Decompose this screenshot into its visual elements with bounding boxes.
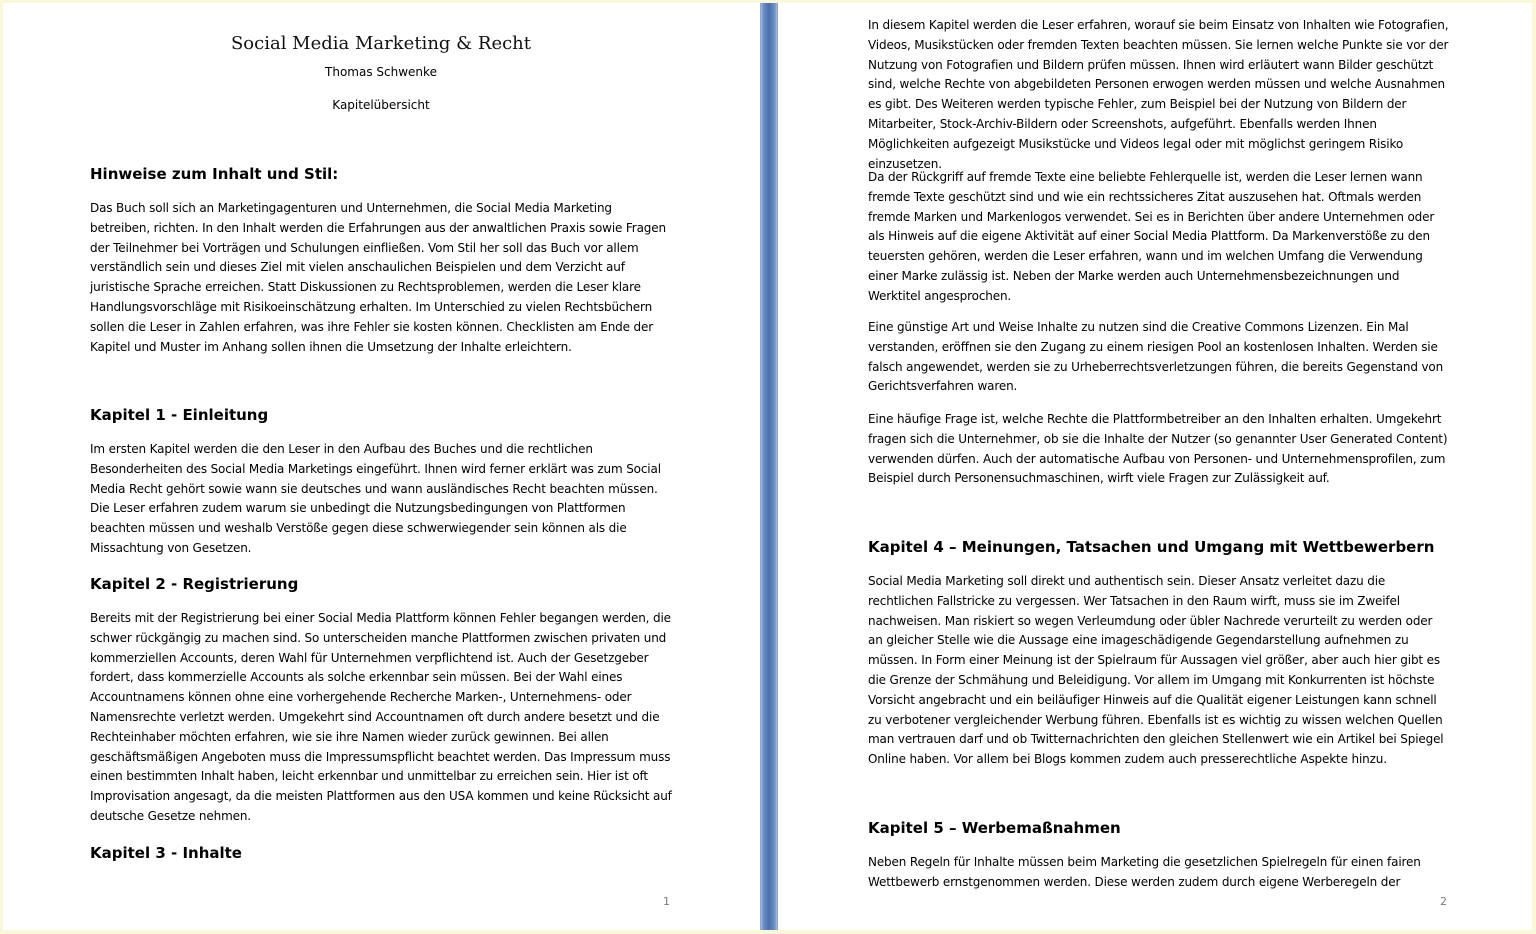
heading-style-notes: Hinweise zum Inhalt und Stil: — [90, 165, 339, 183]
paragraph-chapter-4: Social Media Marketing soll direkt und authentisch sein. Dieser Ansatz verleitet dazu die rechtlichen Fallstricke zu vergessen. Wer Tatsachen in den Raum wirft, muss sie im Zweifel nachweisen. Man riskiert so wegen Verleumdung oder übler Nachrede verurteilt zu werden oder an gleicher Stelle wie die Aussage eine imageschädigende Gegendarstellung aufnehmen zu müssen. In Form einer Meinung ist der Spielraum für Aussagen viel größer, aber auch hier gibt es die Grenze der Schmähung und Beleidigung. Vor allem im Umgang mit Konkurrenten ist höchste Vorsicht angebracht und ein beiläufiger Hinweis auf die Qualität eigener Leistungen kann schnell zu verbotener vergleichender Werbung führen. Ebenfalls ist es wichtig zu wissen welchen Quellen man vertrauen darf und ob Twitternachrichten den gleichen Stellenwert wie ein Artikel bei Spiegel Online haben. Vor allem bei Blogs kommen zudem auch presserechtliche Aspekte hinzu. — [868, 574, 1444, 767]
page-number-1: 1 — [663, 895, 670, 908]
paragraph-chapter-5: Neben Regeln für Inhalte müssen beim Marketing die gesetzlichen Spielregeln für einen fairen Wettbewerb ernstgenommen werden. Diese werden zudem durch eigene Werberegeln der — [868, 855, 1421, 889]
window-frame-right — [1532, 0, 1536, 934]
document-author: Thomas Schwenke — [325, 65, 437, 79]
paragraph-chapter-3-part-3: Eine günstige Art und Weise Inhalte zu nutzen sind die Creative Commons Lizenzen. Ein Mal verstanden, eröffnen sie den Zugang zu einem riesigen Pool an kostenlosen Inhalten. Werden sie falsch angewendet, werden sie zu Urheberrechtsverletzungen führen, die bereits Gegenstand von Gerichtsverfahren waren. — [868, 320, 1444, 394]
heading-chapter-2: Kapitel 2 - Registrierung — [90, 575, 299, 593]
heading-chapter-1: Kapitel 1 - Einleitung — [90, 406, 269, 424]
paragraph-style-notes: Das Buch soll sich an Marketingagenturen und Unternehmen, die Social Media Marketing betreiben, richten. In den Inhalt werden die Erfahrungen aus der anwaltlichen Praxis sowie Fragen der Teilnehmer bei Vorträgen und Schulungen einfließen. Vom Stil her soll das Buch vor allem verständlich sein und dieses Ziel mit vielen anschaulichen Beispielen und dem Verzicht auf juristische Sprache erreichen. Statt Diskussionen zu Rechtsproblemen, werden die Leser klare Handlungsvorschläge mit Risikoeinschätzung erhalten. Im Unterschied zu vielen Rechtsbüchern sollen die Leser in Zahlen erfahren, was ihre Fehler sie kosten können. Checklisten am Ende der Kapitel und Muster im Anhang sollen ihnen die Umsetzung der Inhalte erleichtern. — [90, 201, 666, 354]
heading-chapter-5: Kapitel 5 – Werbemaßnahmen — [868, 819, 1121, 837]
page-number-2: 2 — [1440, 895, 1447, 908]
document-page-1[interactable] — [3, 3, 760, 930]
paragraph-chapter-3-part-1: In diesem Kapitel werden die Leser erfahren, worauf sie beim Einsatz von Inhalten wie Fotografien, Videos, Musikstücken oder fremden Texten beachten müssen. Sie lernen welche Punkte sie vor der Nutzung von Fotografien und Bildern prüfen müssen. Ihnen wird erläutert wann Bilder geschützt sind, welche Rechte von abgebildeten Personen erwogen werden müssen und welche Ausnahmen es gibt. Des Weiteren werden typische Fehler, zum Beispiel bei der Nutzung von Bildern der Mitarbeiter, Stock-Archiv-Bildern oder Screenshots, aufgeführt. Ebenfalls werden Ihnen Möglichkeiten aufgezeigt Musikstücke und Videos legal oder mit möglichst geringem Risiko einzusetzen. — [868, 18, 1449, 171]
document-title: Social Media Marketing & Recht — [230, 33, 532, 54]
paragraph-chapter-3-part-2: Da der Rückgriff auf fremde Texte eine beliebte Fehlerquelle ist, werden die Leser lernen wann fremde Texte geschützt sind und wie ein rechtssicheres Zitat auszusehen hat. Oftmals werden fremde Marken und Markenlogos verwendet. Sei es in Berichten über andere Unternehmen oder als Hinweis auf die eigene Aktivität auf einer Social Media Plattform. Da Markenverstöße zu den teuersten gehören, werden die Leser erfahren, wann und im welchen Umfang die Verwendung einer Marke zulässig ist. Neben der Marke werden auch Unternehmensbezeichnungen und Werktitel angesprochen. — [868, 170, 1435, 303]
paragraph-chapter-3-part-4: Eine häufige Frage ist, welche Rechte die Plattformbetreiber an den Inhalten erhalten. Umgekehrt fragen sich die Unternehmer, ob sie die Inhalte der Nutzer (so genannter User Generated Content) verwenden dürfen. Auch der automatische Aufbau von Personen- und Unternehmensprofilen, zum Beispiel durch Personensuchmaschinen, wirft viele Fragen zur Zulässigkeit auf. — [868, 412, 1448, 486]
document-subtitle: Kapitelübersicht — [332, 98, 430, 112]
page-gutter — [760, 3, 778, 930]
document-page-2[interactable] — [778, 3, 1532, 930]
gutter-edge-left — [760, 3, 761, 930]
paragraph-chapter-2: Bereits mit der Registrierung bei einer Social Media Plattform können Fehler begangen werden, die schwer rückgängig zu machen sind. So unterscheiden manche Plattformen zwischen privaten und kommerziellen Accounts, deren Wahl für Unternehmen verpflichtend ist. Auch der Gesetzgeber fordert, dass kommerzielle Accounts als solche erkennbar sein müssen. Bei der Wahl eines Accountnamens können ohne eine vorhergehende Recherche Marken-, Unternehmens- oder Namensrechte verletzt werden. Umgekehrt sind Accountnamen oft durch andere besetzt und die Rechteinhaber möchten erfahren, wie sie ihre Namen wieder zurück gewinnen. Bei allen geschäftsmäßigen Angeboten muss die Impressumspflicht beachtet werden. Das Impressum muss einen bestimmten Inhalt haben, leicht erkennbar und unmittelbar zu erreichen sein. Hier ist oft Improvisation angesagt, da die meisten Plattformen aus den USA kommen und keine Rücksicht auf deutsche Gesetze nehmen. — [90, 611, 672, 823]
window-frame-bottom — [0, 930, 1536, 934]
heading-chapter-3: Kapitel 3 - Inhalte — [90, 844, 242, 862]
paragraph-chapter-1: Im ersten Kapitel werden die den Leser in den Aufbau des Buches und die rechtlichen Besonderheiten des Social Media Marketings eingeführt. Ihnen wird ferner erklärt was zum Social Media Recht gehört sowie wann sie deutsches und wann ausländisches Recht beachten müssen. Die Leser erfahren zudem warum sie unbedingt die Nutzungsbedingungen von Plattformen beachten müssen und weshalb Verstöße gegen diese schwerwiegender sein können als die Missachtung von Gesetzen. — [90, 442, 661, 555]
heading-chapter-4: Kapitel 4 – Meinungen, Tatsachen und Umgang mit Wettbewerbern — [868, 538, 1435, 556]
